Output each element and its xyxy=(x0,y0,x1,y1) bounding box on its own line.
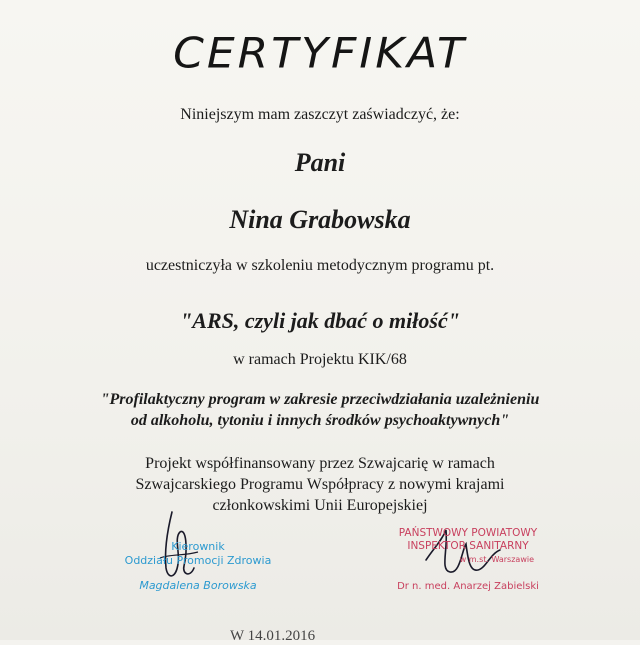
certificate-title: CERTYFIKAT xyxy=(173,29,467,78)
stamp-right-line-2: INSPEKTOR SANITARNY xyxy=(407,540,529,552)
stamp-left-line-2: Oddziału Promocji Zdrowia xyxy=(124,554,272,567)
recipient-name: Nina Grabowska xyxy=(229,205,411,234)
profile-line-2: od alkoholu, tytoniu i innych środków psychoaktywnych" xyxy=(130,412,510,429)
stamp-right-line-4: Dr n. med. Anarzej Zabielski xyxy=(397,581,539,592)
intro-text: Niniejszym mam zaszczyt zaświadczyć, że: xyxy=(180,106,460,123)
cofinance-line-1: Projekt współfinansowany przez Szwajcarię w ramach xyxy=(145,455,495,472)
stamp-right xyxy=(388,527,548,593)
stamp-right-line-1: PAŃSTWOWY POWIATOWY xyxy=(398,527,538,539)
cofinance-line-3: członkowskimi Unii Europejskiej xyxy=(212,497,428,514)
stamp-left-line-3: Magdalena Borowska xyxy=(139,579,257,592)
salutation: Pani xyxy=(294,148,346,177)
profile-line-1: "Profilaktyczny program w zakresie przeciwdziałania uzależnieniu xyxy=(100,391,540,408)
stamp-left xyxy=(118,540,278,592)
project-line: w ramach Projektu KIK/68 xyxy=(233,351,407,368)
stamp-right-line-3: w m.st. Warszawie xyxy=(459,555,534,564)
participation-text: uczestniczyła w szkoleniu metodycznym programu pt. xyxy=(145,257,495,274)
footer-date: W 14.01.2016 xyxy=(230,628,316,644)
cofinance-line-2: Szwajcarskiego Programu Współpracy z nowymi krajami xyxy=(135,476,505,493)
program-name: "ARS, czyli jak dbać o miłość" xyxy=(180,308,460,333)
stamp-left-line-1: Kierownik xyxy=(171,540,225,553)
